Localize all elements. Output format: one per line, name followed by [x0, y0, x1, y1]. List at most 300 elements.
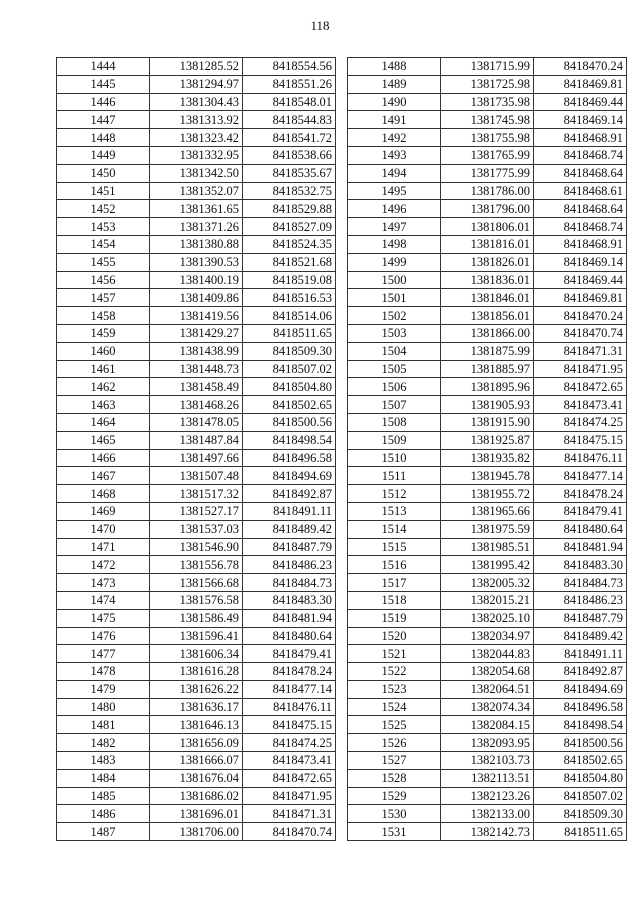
point-number-cell: 1501: [348, 289, 441, 307]
x-coordinate-cell: 1381706.00: [150, 823, 243, 841]
table-row: [57, 378, 336, 396]
point-number-cell: 1509: [348, 431, 441, 449]
point-number-cell: 1529: [348, 787, 441, 805]
point-number-cell: 1505: [348, 360, 441, 378]
table-row: [57, 75, 336, 93]
point-number-cell: 1447: [57, 111, 150, 129]
point-number-cell: 1498: [348, 235, 441, 253]
y-coordinate-cell: 8418468.91: [534, 129, 627, 147]
point-number-cell: 1471: [57, 538, 150, 556]
y-coordinate-cell: 8418507.02: [243, 360, 336, 378]
point-number-cell: 1481: [57, 716, 150, 734]
x-coordinate-cell: 1382034.97: [441, 627, 534, 645]
y-coordinate-cell: 8418475.15: [534, 431, 627, 449]
coordinates-table-right: [347, 57, 627, 841]
point-number-cell: 1528: [348, 769, 441, 787]
x-coordinate-cell: 1381332.95: [150, 146, 243, 164]
table-row: [348, 271, 627, 289]
point-number-cell: 1459: [57, 324, 150, 342]
table-row: [348, 663, 627, 681]
table-row: [57, 289, 336, 307]
y-coordinate-cell: 8418535.67: [243, 164, 336, 182]
table-row: [348, 75, 627, 93]
point-number-cell: 1496: [348, 200, 441, 218]
table-row: [348, 698, 627, 716]
x-coordinate-cell: 1381666.07: [150, 752, 243, 770]
y-coordinate-cell: 8418511.65: [534, 823, 627, 841]
point-number-cell: 1465: [57, 431, 150, 449]
y-coordinate-cell: 8418511.65: [243, 324, 336, 342]
y-coordinate-cell: 8418473.41: [534, 396, 627, 414]
point-number-cell: 1503: [348, 324, 441, 342]
table-row: [57, 324, 336, 342]
x-coordinate-cell: 1381323.42: [150, 129, 243, 147]
y-coordinate-cell: 8418509.30: [534, 805, 627, 823]
table-row: [57, 93, 336, 111]
x-coordinate-cell: 1381507.48: [150, 467, 243, 485]
table-row: [348, 378, 627, 396]
y-coordinate-cell: 8418483.30: [243, 591, 336, 609]
table-row: [348, 520, 627, 538]
y-coordinate-cell: 8418500.56: [534, 734, 627, 752]
y-coordinate-cell: 8418507.02: [534, 787, 627, 805]
table-row: [348, 129, 627, 147]
table-row: [57, 200, 336, 218]
table-row: [57, 663, 336, 681]
point-number-cell: 1489: [348, 75, 441, 93]
y-coordinate-cell: 8418502.65: [243, 396, 336, 414]
y-coordinate-cell: 8418468.61: [534, 182, 627, 200]
x-coordinate-cell: 1381725.98: [441, 75, 534, 93]
x-coordinate-cell: 1381925.87: [441, 431, 534, 449]
point-number-cell: 1463: [57, 396, 150, 414]
table-row: [57, 627, 336, 645]
point-number-cell: 1462: [57, 378, 150, 396]
point-number-cell: 1530: [348, 805, 441, 823]
x-coordinate-cell: 1381676.04: [150, 769, 243, 787]
y-coordinate-cell: 8418484.73: [534, 574, 627, 592]
x-coordinate-cell: 1381735.98: [441, 93, 534, 111]
table-row: [348, 823, 627, 841]
y-coordinate-cell: 8418529.88: [243, 200, 336, 218]
table-row: [57, 538, 336, 556]
x-coordinate-cell: 1381352.07: [150, 182, 243, 200]
point-number-cell: 1469: [57, 502, 150, 520]
y-coordinate-cell: 8418486.23: [243, 556, 336, 574]
point-number-cell: 1485: [57, 787, 150, 805]
point-number-cell: 1495: [348, 182, 441, 200]
x-coordinate-cell: 1381294.97: [150, 75, 243, 93]
x-coordinate-cell: 1381686.02: [150, 787, 243, 805]
x-coordinate-cell: 1382025.10: [441, 609, 534, 627]
x-coordinate-cell: 1381955.72: [441, 485, 534, 503]
point-number-cell: 1444: [57, 58, 150, 76]
y-coordinate-cell: 8418486.23: [534, 591, 627, 609]
x-coordinate-cell: 1381616.28: [150, 663, 243, 681]
x-coordinate-cell: 1381556.78: [150, 556, 243, 574]
y-coordinate-cell: 8418480.64: [243, 627, 336, 645]
coordinates-table-left: [56, 57, 336, 841]
y-coordinate-cell: 8418489.42: [243, 520, 336, 538]
y-coordinate-cell: 8418472.65: [534, 378, 627, 396]
point-number-cell: 1479: [57, 680, 150, 698]
y-coordinate-cell: 8418487.79: [243, 538, 336, 556]
x-coordinate-cell: 1381836.01: [441, 271, 534, 289]
point-number-cell: 1497: [348, 218, 441, 236]
point-number-cell: 1478: [57, 663, 150, 681]
x-coordinate-cell: 1381895.96: [441, 378, 534, 396]
y-coordinate-cell: 8418472.65: [243, 769, 336, 787]
point-number-cell: 1464: [57, 413, 150, 431]
table-row: [348, 289, 627, 307]
y-coordinate-cell: 8418524.35: [243, 235, 336, 253]
table-row: [57, 823, 336, 841]
x-coordinate-cell: 1381458.49: [150, 378, 243, 396]
table-row: [348, 413, 627, 431]
point-number-cell: 1461: [57, 360, 150, 378]
table-row: [57, 58, 336, 76]
table-row: [57, 752, 336, 770]
point-number-cell: 1487: [57, 823, 150, 841]
x-coordinate-cell: 1382142.73: [441, 823, 534, 841]
point-number-cell: 1511: [348, 467, 441, 485]
y-coordinate-cell: 8418496.58: [534, 698, 627, 716]
x-coordinate-cell: 1381400.19: [150, 271, 243, 289]
table-row: [348, 307, 627, 325]
x-coordinate-cell: 1381765.99: [441, 146, 534, 164]
x-coordinate-cell: 1381846.01: [441, 289, 534, 307]
point-number-cell: 1521: [348, 645, 441, 663]
point-number-cell: 1522: [348, 663, 441, 681]
y-coordinate-cell: 8418468.74: [534, 146, 627, 164]
y-coordinate-cell: 8418479.41: [534, 502, 627, 520]
x-coordinate-cell: 1382103.73: [441, 752, 534, 770]
point-number-cell: 1458: [57, 307, 150, 325]
table-row: [57, 146, 336, 164]
point-number-cell: 1527: [348, 752, 441, 770]
table-row: [57, 556, 336, 574]
point-number-cell: 1483: [57, 752, 150, 770]
y-coordinate-cell: 8418519.08: [243, 271, 336, 289]
y-coordinate-cell: 8418494.69: [534, 680, 627, 698]
x-coordinate-cell: 1381371.26: [150, 218, 243, 236]
y-coordinate-cell: 8418470.74: [243, 823, 336, 841]
table-row: [348, 609, 627, 627]
x-coordinate-cell: 1381576.58: [150, 591, 243, 609]
table-row: [57, 253, 336, 271]
x-coordinate-cell: 1381995.42: [441, 556, 534, 574]
point-number-cell: 1460: [57, 342, 150, 360]
table-row: [57, 342, 336, 360]
point-number-cell: 1457: [57, 289, 150, 307]
table-row: [348, 556, 627, 574]
table-row: [57, 805, 336, 823]
table-row: [57, 182, 336, 200]
x-coordinate-cell: 1381696.01: [150, 805, 243, 823]
point-number-cell: 1514: [348, 520, 441, 538]
table-row: [57, 396, 336, 414]
y-coordinate-cell: 8418527.09: [243, 218, 336, 236]
x-coordinate-cell: 1381313.92: [150, 111, 243, 129]
x-coordinate-cell: 1381945.78: [441, 467, 534, 485]
table-row: [57, 591, 336, 609]
table-row: [348, 58, 627, 76]
y-coordinate-cell: 8418500.56: [243, 413, 336, 431]
point-number-cell: 1506: [348, 378, 441, 396]
y-coordinate-cell: 8418470.24: [534, 307, 627, 325]
point-number-cell: 1510: [348, 449, 441, 467]
y-coordinate-cell: 8418544.83: [243, 111, 336, 129]
y-coordinate-cell: 8418469.44: [534, 271, 627, 289]
x-coordinate-cell: 1381478.05: [150, 413, 243, 431]
x-coordinate-cell: 1382074.34: [441, 698, 534, 716]
y-coordinate-cell: 8418498.54: [243, 431, 336, 449]
table-row: [348, 574, 627, 592]
x-coordinate-cell: 1381806.01: [441, 218, 534, 236]
table-row: [348, 680, 627, 698]
x-coordinate-cell: 1381596.41: [150, 627, 243, 645]
x-coordinate-cell: 1381497.66: [150, 449, 243, 467]
y-coordinate-cell: 8418473.41: [243, 752, 336, 770]
x-coordinate-cell: 1381380.88: [150, 235, 243, 253]
x-coordinate-cell: 1381935.82: [441, 449, 534, 467]
table-row: [348, 324, 627, 342]
point-number-cell: 1523: [348, 680, 441, 698]
table-row: [57, 467, 336, 485]
table-row: [348, 431, 627, 449]
table-row: [57, 431, 336, 449]
table-row: [348, 235, 627, 253]
table-row: [57, 574, 336, 592]
point-number-cell: 1454: [57, 235, 150, 253]
x-coordinate-cell: 1381606.34: [150, 645, 243, 663]
y-coordinate-cell: 8418491.11: [534, 645, 627, 663]
y-coordinate-cell: 8418470.24: [534, 58, 627, 76]
x-coordinate-cell: 1382044.83: [441, 645, 534, 663]
y-coordinate-cell: 8418498.54: [534, 716, 627, 734]
table-row: [348, 716, 627, 734]
point-number-cell: 1494: [348, 164, 441, 182]
table-row: [348, 200, 627, 218]
table-row: [57, 502, 336, 520]
y-coordinate-cell: 8418494.69: [243, 467, 336, 485]
point-number-cell: 1477: [57, 645, 150, 663]
y-coordinate-cell: 8418521.68: [243, 253, 336, 271]
y-coordinate-cell: 8418471.95: [243, 787, 336, 805]
table-row: [57, 360, 336, 378]
table-row: [57, 609, 336, 627]
table-row: [348, 752, 627, 770]
point-number-cell: 1450: [57, 164, 150, 182]
table-row: [348, 769, 627, 787]
table-row: [348, 787, 627, 805]
x-coordinate-cell: 1381915.90: [441, 413, 534, 431]
y-coordinate-cell: 8418492.87: [534, 663, 627, 681]
table-row: [348, 164, 627, 182]
x-coordinate-cell: 1381419.56: [150, 307, 243, 325]
x-coordinate-cell: 1381537.03: [150, 520, 243, 538]
x-coordinate-cell: 1381487.84: [150, 431, 243, 449]
page-number: 118: [310, 18, 330, 33]
table-row: [348, 591, 627, 609]
table-row: [57, 129, 336, 147]
x-coordinate-cell: 1382005.32: [441, 574, 534, 592]
y-coordinate-cell: 8418548.01: [243, 93, 336, 111]
y-coordinate-cell: 8418471.95: [534, 360, 627, 378]
y-coordinate-cell: 8418469.81: [534, 289, 627, 307]
point-number-cell: 1531: [348, 823, 441, 841]
table-row: [348, 396, 627, 414]
x-coordinate-cell: 1381527.17: [150, 502, 243, 520]
table-row: [57, 164, 336, 182]
table-row: [348, 645, 627, 663]
table-row: [348, 734, 627, 752]
y-coordinate-cell: 8418476.11: [243, 698, 336, 716]
point-number-cell: 1484: [57, 769, 150, 787]
point-number-cell: 1455: [57, 253, 150, 271]
point-number-cell: 1524: [348, 698, 441, 716]
y-coordinate-cell: 8418481.94: [243, 609, 336, 627]
table-row: [348, 342, 627, 360]
table-row: [57, 645, 336, 663]
table-row: [348, 360, 627, 378]
point-number-cell: 1482: [57, 734, 150, 752]
x-coordinate-cell: 1381448.73: [150, 360, 243, 378]
x-coordinate-cell: 1381566.68: [150, 574, 243, 592]
y-coordinate-cell: 8418532.75: [243, 182, 336, 200]
y-coordinate-cell: 8418468.91: [534, 235, 627, 253]
x-coordinate-cell: 1381468.26: [150, 396, 243, 414]
table-row: [57, 413, 336, 431]
x-coordinate-cell: 1382084.15: [441, 716, 534, 734]
y-coordinate-cell: 8418509.30: [243, 342, 336, 360]
x-coordinate-cell: 1381866.00: [441, 324, 534, 342]
x-coordinate-cell: 1381856.01: [441, 307, 534, 325]
point-number-cell: 1517: [348, 574, 441, 592]
y-coordinate-cell: 8418471.31: [534, 342, 627, 360]
point-number-cell: 1490: [348, 93, 441, 111]
y-coordinate-cell: 8418514.06: [243, 307, 336, 325]
table-row: [348, 218, 627, 236]
point-number-cell: 1491: [348, 111, 441, 129]
table-row: [57, 787, 336, 805]
y-coordinate-cell: 8418516.53: [243, 289, 336, 307]
point-number-cell: 1488: [348, 58, 441, 76]
point-number-cell: 1502: [348, 307, 441, 325]
x-coordinate-cell: 1381285.52: [150, 58, 243, 76]
x-coordinate-cell: 1381390.53: [150, 253, 243, 271]
y-coordinate-cell: 8418474.25: [534, 413, 627, 431]
point-number-cell: 1525: [348, 716, 441, 734]
x-coordinate-cell: 1381775.99: [441, 164, 534, 182]
point-number-cell: 1499: [348, 253, 441, 271]
x-coordinate-cell: 1381745.98: [441, 111, 534, 129]
y-coordinate-cell: 8418477.14: [534, 467, 627, 485]
y-coordinate-cell: 8418491.11: [243, 502, 336, 520]
y-coordinate-cell: 8418469.44: [534, 93, 627, 111]
y-coordinate-cell: 8418504.80: [534, 769, 627, 787]
x-coordinate-cell: 1381975.59: [441, 520, 534, 538]
table-row: [348, 538, 627, 556]
point-number-cell: 1449: [57, 146, 150, 164]
y-coordinate-cell: 8418468.74: [534, 218, 627, 236]
table-row: [57, 716, 336, 734]
y-coordinate-cell: 8418470.74: [534, 324, 627, 342]
point-number-cell: 1452: [57, 200, 150, 218]
x-coordinate-cell: 1381875.99: [441, 342, 534, 360]
point-number-cell: 1451: [57, 182, 150, 200]
y-coordinate-cell: 8418475.15: [243, 716, 336, 734]
point-number-cell: 1446: [57, 93, 150, 111]
x-coordinate-cell: 1381586.49: [150, 609, 243, 627]
y-coordinate-cell: 8418480.64: [534, 520, 627, 538]
point-number-cell: 1480: [57, 698, 150, 716]
point-number-cell: 1508: [348, 413, 441, 431]
y-coordinate-cell: 8418483.30: [534, 556, 627, 574]
point-number-cell: 1526: [348, 734, 441, 752]
x-coordinate-cell: 1381517.32: [150, 485, 243, 503]
table-row: [57, 307, 336, 325]
y-coordinate-cell: 8418476.11: [534, 449, 627, 467]
table-row: [348, 485, 627, 503]
y-coordinate-cell: 8418478.24: [243, 663, 336, 681]
table-row: [348, 502, 627, 520]
table-row: [348, 146, 627, 164]
y-coordinate-cell: 8418474.25: [243, 734, 336, 752]
point-number-cell: 1453: [57, 218, 150, 236]
point-number-cell: 1492: [348, 129, 441, 147]
x-coordinate-cell: 1381304.43: [150, 93, 243, 111]
x-coordinate-cell: 1381646.13: [150, 716, 243, 734]
table-row: [348, 805, 627, 823]
y-coordinate-cell: 8418489.42: [534, 627, 627, 645]
table-row: [57, 769, 336, 787]
y-coordinate-cell: 8418469.81: [534, 75, 627, 93]
point-number-cell: 1466: [57, 449, 150, 467]
x-coordinate-cell: 1381985.51: [441, 538, 534, 556]
x-coordinate-cell: 1382054.68: [441, 663, 534, 681]
x-coordinate-cell: 1381409.86: [150, 289, 243, 307]
y-coordinate-cell: 8418502.65: [534, 752, 627, 770]
table-row: [57, 449, 336, 467]
point-number-cell: 1476: [57, 627, 150, 645]
y-coordinate-cell: 8418504.80: [243, 378, 336, 396]
y-coordinate-cell: 8418492.87: [243, 485, 336, 503]
x-coordinate-cell: 1381361.65: [150, 200, 243, 218]
x-coordinate-cell: 1381885.97: [441, 360, 534, 378]
point-number-cell: 1475: [57, 609, 150, 627]
point-number-cell: 1456: [57, 271, 150, 289]
point-number-cell: 1448: [57, 129, 150, 147]
x-coordinate-cell: 1382015.21: [441, 591, 534, 609]
point-number-cell: 1486: [57, 805, 150, 823]
y-coordinate-cell: 8418477.14: [243, 680, 336, 698]
point-number-cell: 1467: [57, 467, 150, 485]
y-coordinate-cell: 8418481.94: [534, 538, 627, 556]
y-coordinate-cell: 8418468.64: [534, 200, 627, 218]
table-row: [57, 734, 336, 752]
table-row: [348, 627, 627, 645]
y-coordinate-cell: 8418471.31: [243, 805, 336, 823]
point-number-cell: 1500: [348, 271, 441, 289]
y-coordinate-cell: 8418554.56: [243, 58, 336, 76]
x-coordinate-cell: 1381546.90: [150, 538, 243, 556]
point-number-cell: 1518: [348, 591, 441, 609]
y-coordinate-cell: 8418496.58: [243, 449, 336, 467]
x-coordinate-cell: 1381636.17: [150, 698, 243, 716]
y-coordinate-cell: 8418469.14: [534, 111, 627, 129]
table-row: [57, 218, 336, 236]
